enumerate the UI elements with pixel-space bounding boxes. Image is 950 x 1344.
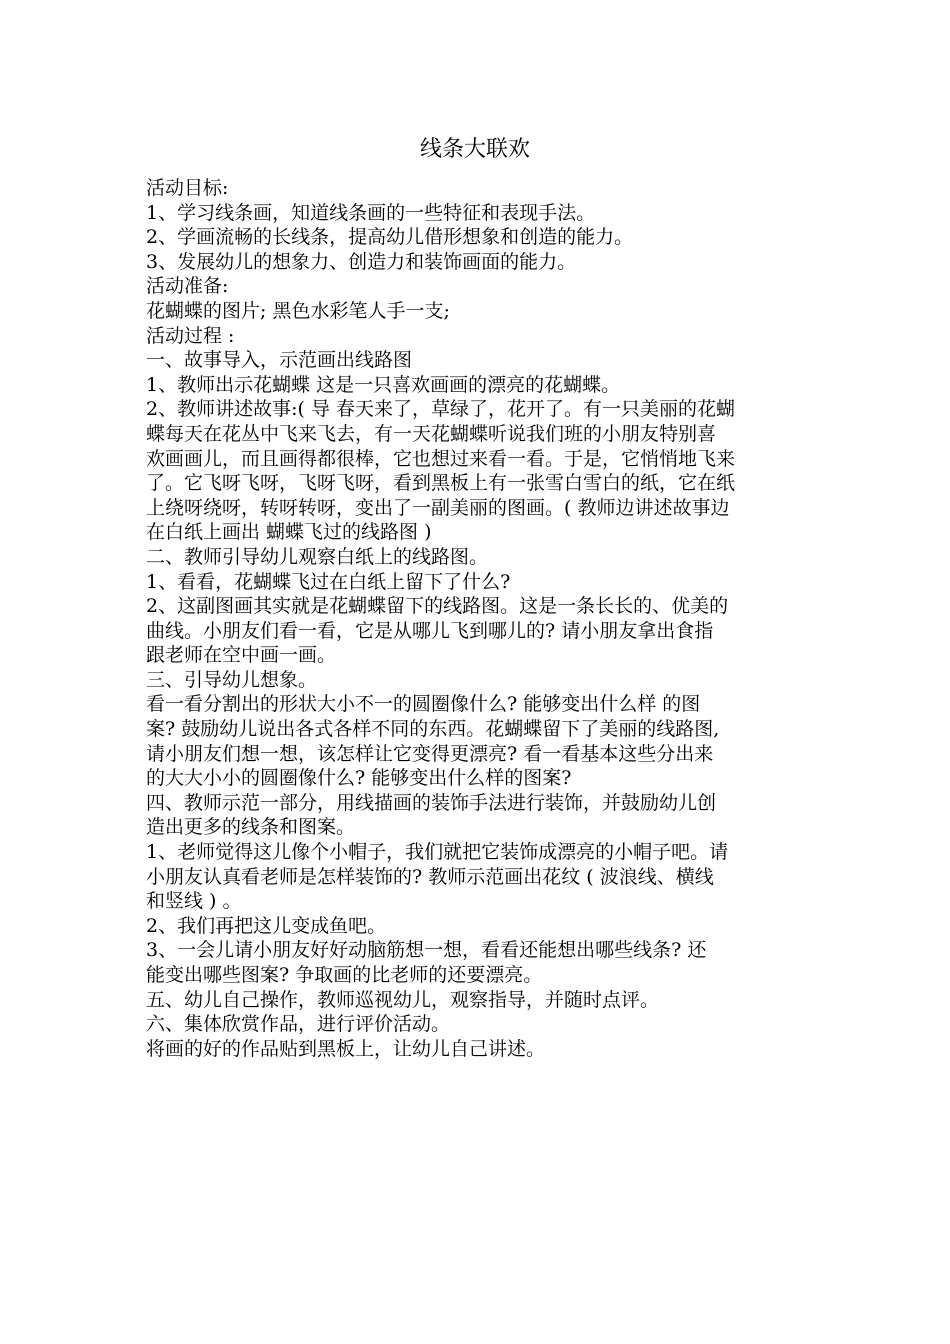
text-line: 欢画画儿，而且画得都很棒，它也想过来看一看。于是，它悄悄地飞来 <box>146 447 736 470</box>
text-line: 一、故事导入，示范画出线路图 <box>146 349 413 372</box>
document-body <box>146 176 814 1061</box>
text-line: 四、教师示范一部分，用线描画的装饰手法进行装饰，并鼓励幼儿创 <box>146 791 717 814</box>
text-line: 三、引导幼儿想象。 <box>146 668 318 691</box>
text-line: 能变出哪些图案? 争取画的比老师的还要漂亮。 <box>146 964 543 986</box>
text-line: 曲线。小朋友们看一看，它是从哪儿飞到哪儿的? 请小朋友拿出食指 <box>146 619 714 642</box>
text-line: 将画的好的作品贴到黑板上，让幼儿自己讲述。 <box>146 1037 546 1060</box>
text-line: 造出更多的线条和图案。 <box>146 816 356 839</box>
text-line: 在白纸上画出 蝴蝶飞过的线路图 ) <box>146 521 432 544</box>
document-title: 线条大联欢 <box>419 137 530 162</box>
text-line: 蝶每天在花丛中飞来飞去，有一天花蝴蝶听说我们班的小朋友特别喜 <box>146 422 717 445</box>
text-line: 活动准备: <box>146 275 229 298</box>
text-line: 五、幼儿自己操作，教师巡视幼儿，观察指导，并随时点评。 <box>146 988 660 1011</box>
text-line: 的大大小小的圆圈像什么? 能够变出什么样的图案? <box>146 767 572 790</box>
text-line: 小朋友认真看老师是怎样装饰的? 教师示范画出花纹 ( 波浪线、横线 <box>146 865 714 888</box>
text-line: 2、这副图画其实就是花蝴蝶留下的线路图。这是一条长长的、优美的 <box>146 595 729 618</box>
text-line: 1、教师出示花蝴蝶 这是一只喜欢画画的漂亮的花蝴蝶。 <box>146 373 621 396</box>
text-line: 2、学画流畅的长线条，提高幼儿借形想象和创造的能力。 <box>146 226 634 249</box>
text-line: 二、教师引导幼儿观察白纸上的线路图。 <box>146 545 489 568</box>
text-line: 看一看分割出的形状大小不一的圆圈像什么? 能够变出什么样 的图 <box>146 693 701 716</box>
text-line: 3、一会儿请小朋友好好动脑筋想一想，看看还能想出哪些线条? 还 <box>146 939 707 962</box>
text-line: 2、我们再把这儿变成鱼吧。 <box>146 914 387 937</box>
text-line: 1、看看，花蝴蝶飞过在白纸上留下了什么? <box>146 570 511 593</box>
text-line: 花蝴蝶的图片; 黑色水彩笔人手一支; <box>146 299 450 322</box>
text-line: 请小朋友们想一想，该怎样让它变得更漂亮? 看一看基本这些分出来 <box>146 742 714 765</box>
text-line: 六、集体欣赏作品，进行评价活动。 <box>146 1013 451 1036</box>
text-line: 了。它飞呀飞呀，飞呀飞呀，看到黑板上有一张雪白雪白的纸，它在纸 <box>146 472 736 495</box>
text-line: 案? 鼓励幼儿说出各式各样不同的东西。花蝴蝶留下了美丽的线路图, <box>146 718 720 741</box>
text-line: 跟老师在空中画一画。 <box>146 644 337 667</box>
text-line: 活动过程 : <box>146 324 235 347</box>
text-line: 上绕呀绕呀，转呀转呀，变出了一副美丽的图画。( 教师边讲述故事边 <box>146 496 730 519</box>
text-line: 活动目标: <box>146 177 229 199</box>
text-line: 2、教师讲述故事:( 导 春天来了，草绿了，花开了。有一只美丽的花蝴 <box>146 398 735 421</box>
text-line: 1、老师觉得这儿像个小帽子，我们就把它装饰成漂亮的小帽子吧。请 <box>146 841 729 864</box>
text-line: 3、发展幼儿的想象力、创造力和装饰画面的能力。 <box>146 250 577 273</box>
text-line: 和竖线 ) 。 <box>146 890 242 913</box>
text-line: 1、学习线条画，知道线条画的一些特征和表现手法。 <box>146 201 596 224</box>
